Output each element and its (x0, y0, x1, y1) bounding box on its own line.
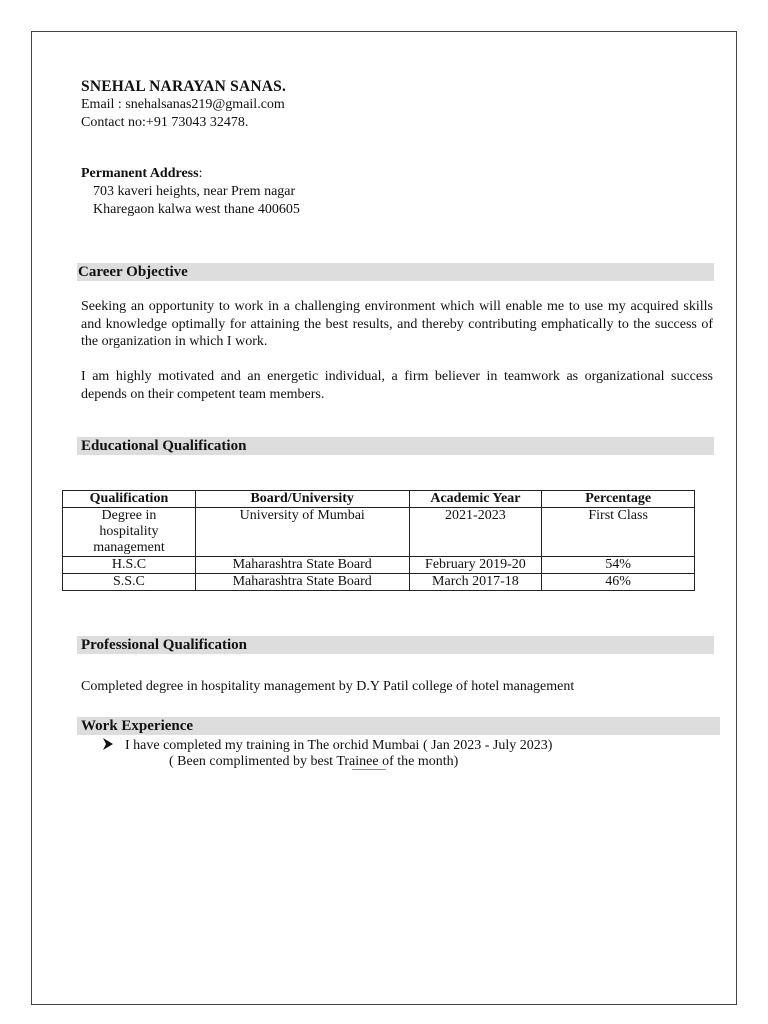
table-cell: Degree in hospitality management (63, 508, 196, 557)
table-header-row (63, 491, 695, 508)
address-line-1: 703 kaveri heights, near Prem nagar (93, 184, 296, 199)
work-experience-item: I have completed my training in The orchid Mumbai ( Jan 2023 - July 2023) (125, 738, 553, 753)
work-experience-note: ( Been complimented by best Trainee of the month) (169, 754, 459, 769)
work-experience-heading: Work Experience (81, 718, 194, 734)
address-line-2: Kharegaon kalwa west thane 400605 (93, 202, 300, 217)
career-objective-para-1: Seeking an opportunity to work in a challenging environment which will enable me to use my acquired skills and knowledge optimally for attaining the best results, and thereby contributing emphatically to the success of the organization in which I work. (81, 299, 713, 349)
address-label: Permanent Address (81, 166, 199, 181)
education-table (62, 490, 695, 591)
column-header: Percentage (542, 491, 695, 508)
work-experience-band (77, 717, 720, 735)
table-cell: 46% (542, 574, 695, 591)
column-header: Board/University (195, 491, 409, 508)
table-cell: February 2019-20 (409, 557, 542, 574)
table-cell: H.S.C (63, 557, 196, 574)
address-colon: : (198, 166, 203, 181)
column-header: Academic Year (409, 491, 542, 508)
candidate-name: SNEHAL NARAYAN SANAS. (81, 78, 287, 95)
table-row (63, 557, 695, 574)
table-cell: Maharashtra State Board (195, 574, 409, 591)
table-row (63, 574, 695, 591)
spellcheck-underline (352, 769, 386, 770)
email-line: Email : snehalsanas219@gmail.com (81, 97, 285, 112)
table-cell: Maharashtra State Board (195, 557, 409, 574)
table-cell: First Class (542, 508, 695, 557)
column-header: Qualification (63, 491, 196, 508)
education-heading: Educational Qualification (81, 438, 247, 454)
table-cell: 54% (542, 557, 695, 574)
education-band (77, 437, 714, 455)
contact-line: Contact no:+91 73043 32478. (81, 115, 249, 130)
professional-heading: Professional Qualification (81, 637, 247, 653)
table-cell: S.S.C (63, 574, 196, 591)
address-label-row (81, 165, 202, 183)
resume-page (31, 31, 737, 1005)
arrow-bullet-icon (103, 738, 113, 754)
table-cell: University of Mumbai (195, 508, 409, 557)
professional-band (77, 636, 714, 654)
career-objective-para-2: I am highly motivated and an energetic individual, a firm believer in teamwork as organizational success depends on their competent team members. (81, 369, 713, 402)
table-cell: March 2017-18 (409, 574, 542, 591)
professional-text: Completed degree in hospitality management by D.Y Patil college of hotel management (81, 679, 575, 694)
table-row (63, 508, 695, 557)
table-cell: 2021-2023 (409, 508, 542, 557)
career-objective-band (77, 263, 714, 281)
career-objective-heading: Career Objective (78, 264, 188, 280)
